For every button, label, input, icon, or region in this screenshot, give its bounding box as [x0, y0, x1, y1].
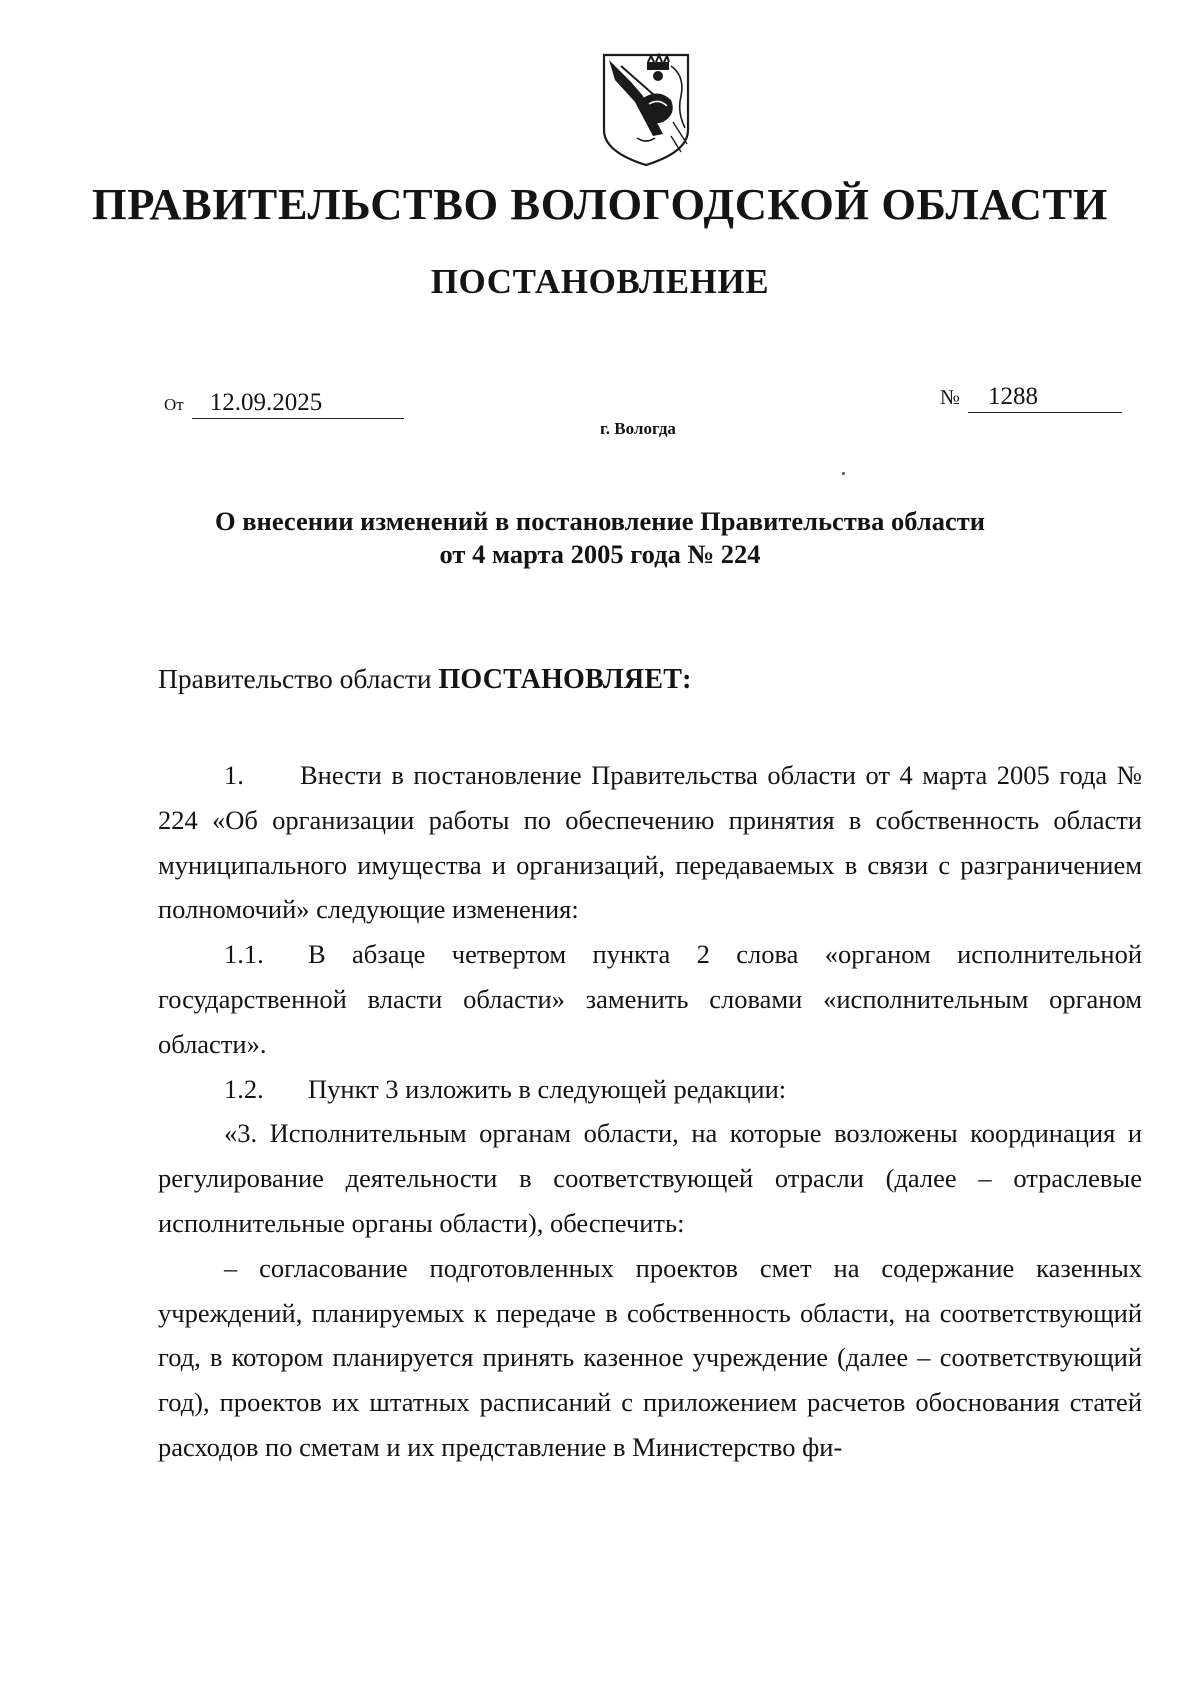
paragraph-1-2 — [158, 1067, 1142, 1112]
paragraph-text: Пункт 3 изложить в следующей редакции: — [308, 1073, 787, 1104]
city-label: г. Вологда — [600, 419, 676, 438]
paragraph-text: В абзаце четвертом пункта 2 слова «органом исполнительной государственной власти области» заменить словами «исполнительным органом области». — [158, 939, 1142, 1059]
document-date: 12.09.2025 — [192, 388, 404, 419]
paragraph-text: Внести в постановление Правительства области от 4 марта 2005 года № 224 «Об организации работы по обеспечению принятия в собственность области муниципального имущества и организаций, передаваемых в связи с разграничением полномочий» следующие изменения: — [158, 760, 1142, 925]
title-line-1: О внесении изменений в постановление Правительства области — [215, 506, 985, 536]
document-type: ПОСТАНОВЛЕНИЕ — [430, 262, 770, 301]
paragraph-1-1 — [158, 932, 1142, 1066]
paragraph-number: 1.2. — [224, 1073, 264, 1104]
document-title — [0, 505, 1200, 571]
document-body — [158, 753, 1142, 1470]
number-label: № — [940, 385, 961, 409]
paragraph-number: 1.1. — [224, 939, 264, 970]
document-number: 1288 — [968, 382, 1122, 413]
decree-prefix: Правительство области — [158, 663, 432, 694]
paragraph-number: 1. — [224, 760, 244, 790]
number-block — [940, 382, 1122, 413]
organization-name: ПРАВИТЕЛЬСТВО ВОЛОГОДСКОЙ ОБЛАСТИ — [92, 179, 1108, 229]
coat-of-arms-icon — [601, 52, 691, 168]
decree-verb: ПОСТАНОВЛЯЕТ: — [438, 664, 692, 695]
paragraph-3-dash: – согласование подготовленных проектов смет на содержание казенных учреждений, планируемых к передаче в собственность области, на соответствующий год, в котором планируется принять казенное учреждение (далее – соответствующий год), проектов их штатных расписаний с приложением расчетов обоснования статей расходов по сметам и их представление в Министерство фи- — [158, 1252, 1142, 1462]
date-label: От — [164, 395, 184, 414]
paragraph-3: «3. Исполнительным органам области, на которые возложены координация и регулирование деятельности в соответствующей отрасли (далее – отраслевые исполнительные органы области), обеспечить: — [158, 1118, 1142, 1238]
paragraph-1 — [158, 753, 1142, 932]
decree-line — [158, 663, 692, 696]
date-block — [164, 388, 404, 419]
title-line-2: от 4 марта 2005 года № 224 — [439, 539, 761, 569]
scan-speck — [842, 472, 845, 475]
